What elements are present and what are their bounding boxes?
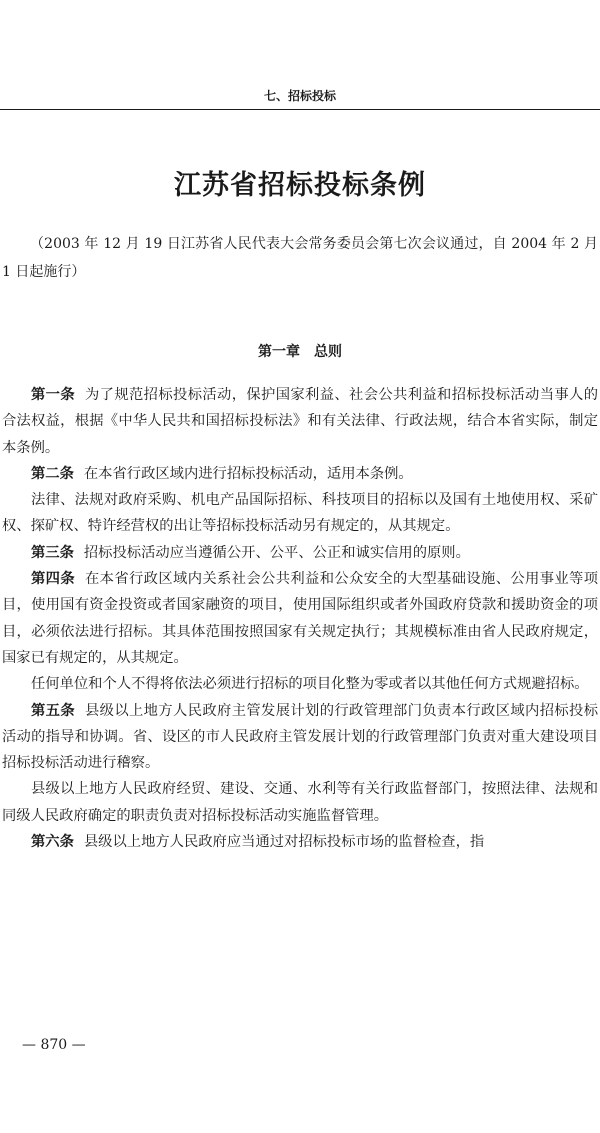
article-number: 第五条 (31, 702, 76, 719)
article-paragraph (2, 382, 598, 461)
paragraph-text: 县级以上地方人民政府经贸、建设、交通、水利等有关行政监督部门，按照法律、法规和同级人民政府确定的职责负责对招标投标活动实施监督管理。 (2, 781, 598, 824)
article-number: 第四条 (31, 571, 76, 588)
body-text (2, 382, 598, 855)
document-title: 江苏省招标投标条例 (174, 170, 426, 201)
article-paragraph (2, 776, 598, 829)
article-paragraph (2, 566, 598, 671)
page-number: — 870 — (22, 1037, 86, 1053)
chapter-title: 第一章 总则 (258, 344, 342, 360)
article-number: 第一条 (31, 387, 76, 403)
paragraph-text: 招标投标活动应当遵循公开、公平、公正和诚实信用的原则。 (83, 544, 470, 561)
paragraph-text: 县级以上地方人民政府主管发展计划的行政管理部门负责本行政区域内招标投标活动的指导和协调。省、设区的市人民政府主管发展计划的行政管理部门负责对重大建设项目招标投标活动进行稽察。 (2, 702, 599, 772)
article-number: 第六条 (31, 834, 74, 851)
paragraph-text: 在本省行政区域内关系社会公共利益和公众安全的大型基础设施、公用事业等项目，使用国有资金投资或者国家融资的项目，使用国际组织或者外国政府贷款和援助资金的项目，必须依法进行招标。其具体范围按照国家有关规定执行；其规模标准由省人民政府规定，国家已有规定的，从其规定。 (2, 571, 599, 666)
article-number: 第二条 (31, 465, 74, 482)
adoption-note: （2003 年 12 月 19 日江苏省人民代表大会常务委员会第七次会议通过，自 2004 年 2 月 1 日起施行） (2, 236, 598, 280)
paragraph-text: 在本省行政区域内进行招标投标活动，适用本条例。 (83, 465, 413, 482)
article-paragraph (2, 829, 598, 855)
article-paragraph (2, 698, 598, 777)
article-paragraph (2, 540, 598, 566)
paragraph-text: 县级以上地方人民政府应当通过对招标投标市场的监督检查，指 (83, 834, 485, 851)
article-paragraph (2, 487, 598, 540)
running-header: 七、招标投标 (263, 89, 336, 103)
paragraph-text: 法律、法规对政府采购、机电产品国际招标、科技项目的招标以及国有土地使用权、采矿权、探矿权、特许经营权的出让等招标投标活动另有规定的，从其规定。 (2, 492, 598, 535)
article-paragraph (2, 461, 598, 487)
paragraph-text: 任何单位和个人不得将依法必须进行招标的项目化整为零或者以其他任何方式规避招标。 (31, 676, 589, 693)
paragraph-text: 为了规范招标投标活动，保护国家利益、社会公共利益和招标投标活动当事人的合法权益，根据《中华人民共和国招标投标法》和有关法律、行政法规，结合本省实际，制定本条例。 (2, 387, 599, 456)
article-number: 第三条 (31, 544, 74, 561)
article-paragraph (2, 671, 598, 697)
header-rule (0, 109, 600, 110)
